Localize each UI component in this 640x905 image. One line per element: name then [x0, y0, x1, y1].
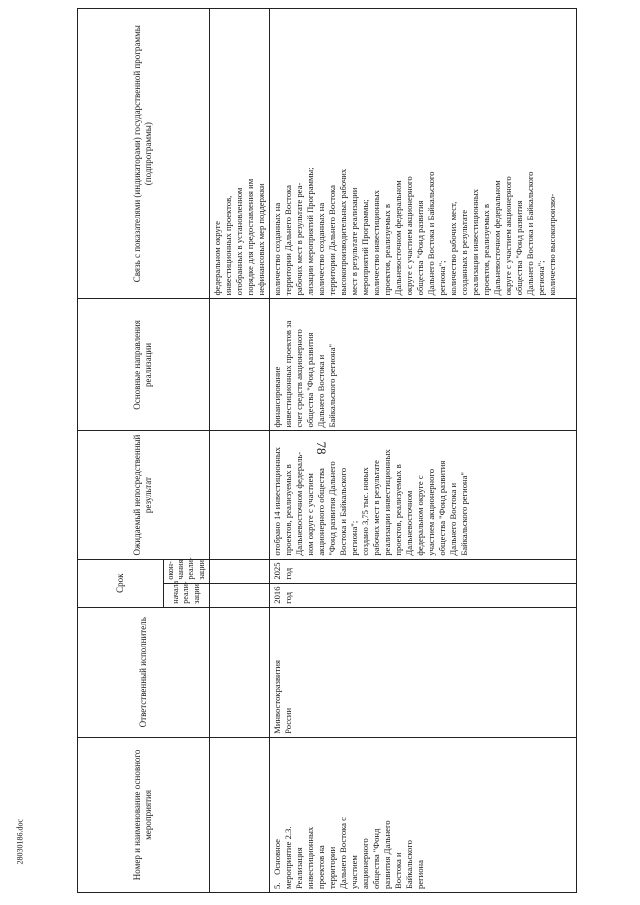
cell-activity	[269, 737, 576, 892]
activity-name: Основное мероприятие 2.3. Реализация инвестиционных проектов на территории Дальнего Востока с участием акционерного общества "Фонд развития Дальнего Востока и Байкальского региона	[271, 817, 425, 889]
table-row-continuation	[209, 9, 269, 893]
row-number: 5.	[271, 882, 282, 889]
cell-indicators: количество созданных на территории Дальнего Востока рабочих мест в результате реа- лизации мероприятий Программы; количество созданных на территории Дальнего Востока высокопроизводительных рабочих мест в результате реализации мероприятий Программы; количество инвестиционных проектов, реализуемых в Дальневосточном федеральном округе с участием акционерного общества "Фонд развития Дальнего Востока и Байкальского региона"; количество рабочих мест, созданных в результате реализации инвестиционных проектов, реализуемых в Дальневосточном федеральном округе с участием акционерного общества "Фонд развития Дальнего Востока и Байкальского региона"; количество высокопроизво-	[269, 9, 576, 299]
cell-main-directions: финансирование инвестиционных проектов за счет средств акционерного общества "Фонд развития Дальнего Востока и Байкальского региона"	[269, 299, 576, 431]
document-code: 28030186.doc	[15, 818, 25, 865]
cell-empty	[209, 431, 269, 559]
cell-executor: Минвостокразвития России	[269, 607, 576, 737]
header-main-directions: Основные направления реализации	[78, 299, 210, 431]
header-expected-result: Ожидаемый непосредственный результат	[78, 431, 210, 559]
cell-expected-result: отобрано 14 инвестиционных проектов, реализуемых в Дальневосточном федераль- ном округе с участием акционерного общества "Фонд развития Дальнего Востока и Байкальского региона"; создано 3,75 тыс. новых рабочих мест в результате реализации инвестиционных проектов, реализуемых в Дальневосточном федеральном округе с участием акционерного общества "Фонд развития Дальнего Востока и Байкальского региона"	[269, 431, 576, 559]
program-activities-table-rotated	[77, 8, 577, 893]
cell-empty	[209, 737, 269, 892]
cell-empty	[209, 299, 269, 431]
page-number: 78	[314, 441, 329, 455]
cell-empty	[209, 559, 269, 583]
header-activity-name: Номер и наименование основного мероприятия	[78, 737, 210, 892]
header-term: Срок	[78, 559, 164, 607]
cell-empty	[209, 607, 269, 737]
header-executor: Ответственный исполнитель	[78, 607, 210, 737]
activities-table	[77, 8, 577, 893]
header-indicators-link: Связь с показателями (индикаторами) государственной программы (подпрограммы)	[78, 9, 210, 299]
table-header-row	[78, 9, 164, 893]
cell-empty	[209, 583, 269, 607]
header-start: начала реали-зации	[164, 583, 210, 607]
table-row	[269, 9, 576, 893]
header-end: окон-чания реали-зации	[164, 559, 210, 583]
cell-start-year: 2016 год	[269, 583, 576, 607]
cell-end-year: 2025 год	[269, 559, 576, 583]
cell-indicators-continuation: федеральном округе инвестиционных проектов, отобранных в установленном порядке для предоставления им нефинансовых мер поддержки	[209, 9, 269, 299]
